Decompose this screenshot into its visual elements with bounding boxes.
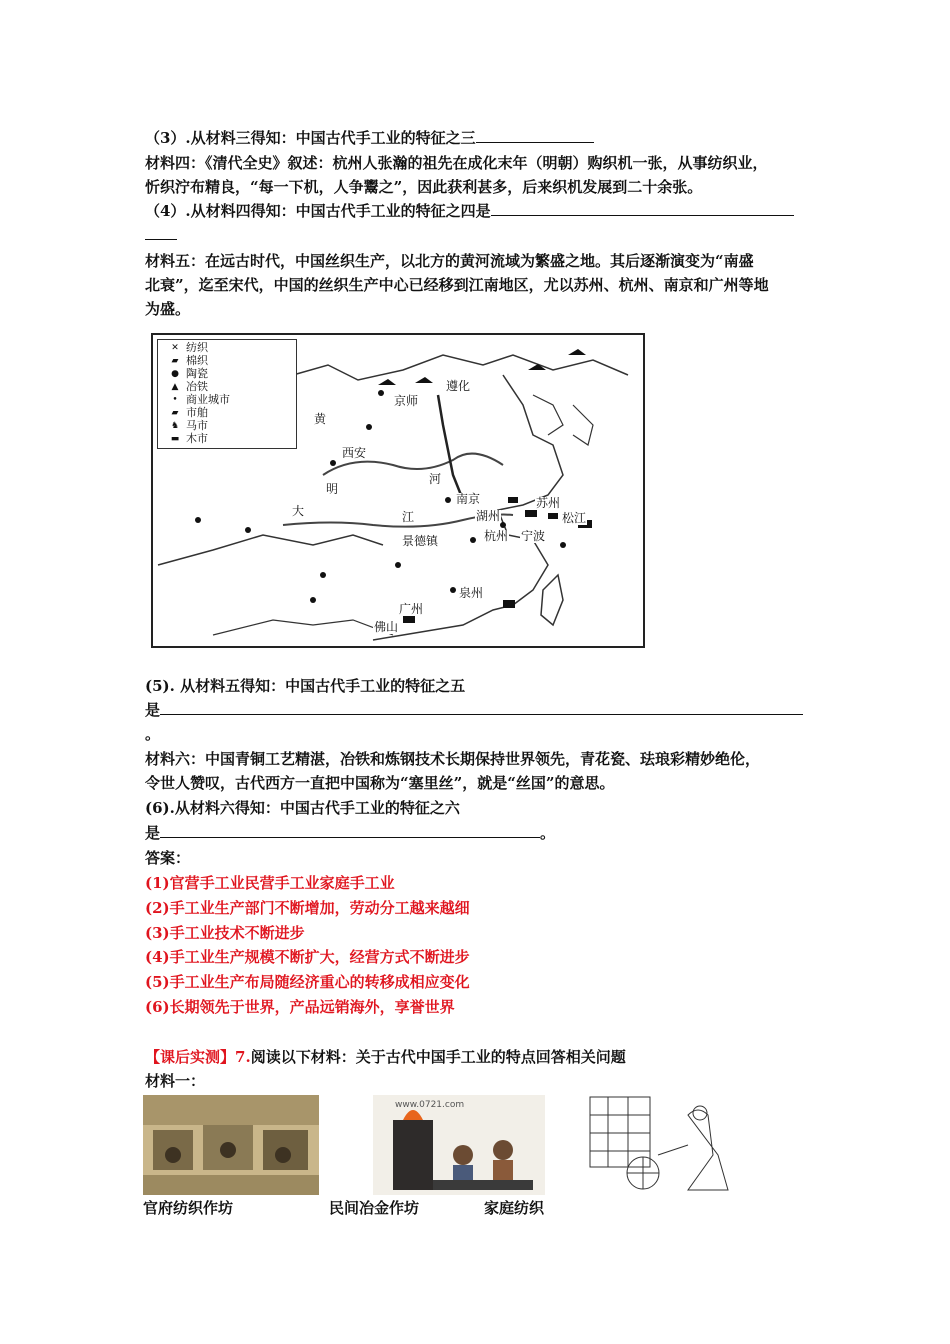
map-label-he: 河 — [429, 472, 442, 486]
test-number: 7. — [235, 1048, 251, 1066]
material-4-line2: 忻织泞布精良，“每一下机，人争鬻之”，因此获利甚多，后来织机发展到二十余张。 — [145, 178, 703, 196]
answer-item: (6)长期领先于世界，产品远销海外，享誉世界 — [145, 998, 455, 1016]
caption-folk-metallurgy: 民间冶金作坊 — [329, 1199, 420, 1217]
question-5-end: 。 — [145, 725, 161, 743]
legend-item: ♞ 马市 — [170, 419, 208, 432]
answer-item: (4)手工业生产规模不断扩大，经营方式不断进步 — [145, 948, 470, 966]
caption-official-textile: 官府纺织作坊 — [143, 1199, 234, 1217]
material-6-line2: 令世人赞叹，古代西方一直把中国称为“塞里丝”，就是“丝国”的意思。 — [145, 774, 615, 792]
answer-item: (2)手工业生产部门不断增加，劳动分工越来越细 — [145, 899, 470, 917]
legend-item: ▰ 市舶 — [171, 406, 208, 419]
answer-item: (1)官营手工业民营手工业家庭手工业 — [145, 874, 395, 892]
map-label-songjiang: 松江 — [562, 511, 587, 525]
folk-metallurgy-workshop-image — [373, 1095, 545, 1195]
map-legend — [157, 339, 297, 449]
ming-handicraft-map — [151, 333, 645, 648]
test-text: 阅读以下材料：关于古代中国手工业的特点回答相关问题 — [250, 1048, 626, 1066]
material-4-line1: 材料四：《清代全史》叙述：杭州人张瀚的祖先在成化末年（明朝）购织机一张，从事纺织业， — [145, 154, 768, 172]
map-label-jiang: 江 — [402, 510, 415, 524]
map-label-hangzhou: 杭州 — [484, 529, 509, 543]
map-label-zunhua: 遵化 — [446, 379, 471, 393]
map-label-da: 大 — [292, 504, 305, 518]
material-5-line3: 为盛。 — [145, 300, 191, 318]
map-label-xian: 西安 — [342, 446, 367, 460]
map-label-suzhou: 苏州 — [536, 496, 561, 510]
post-class-test-heading — [145, 1046, 626, 1068]
map-label-nanjing: 南京 — [456, 492, 481, 506]
answer-blank[interactable] — [160, 700, 803, 715]
map-label-ming: 明 — [326, 482, 339, 496]
question-3-text: （3）.从材料三得知：中国古代手工业的特征之三 — [145, 129, 476, 147]
question-6-answer-line: 是 。 — [145, 824, 556, 842]
question-4 — [145, 200, 794, 222]
answer-item: (3)手工业技术不断进步 — [145, 924, 305, 942]
map-label-jingdezhen: 景德镇 — [402, 534, 439, 548]
question-4-continuation — [145, 224, 177, 246]
answer-item: (5)手工业生产布局随经济重心的转移成相应变化 — [145, 973, 470, 991]
answer-blank[interactable] — [476, 128, 594, 143]
question-4-text: （4）.从材料四得知：中国古代手工业的特征之四是 — [145, 202, 491, 220]
material-5-line2: 北衰”，迄至宋代，中国的丝织生产中心已经移到江南地区，尤以苏州、杭州、南京和广州等地 — [145, 276, 769, 294]
material-1-title: 材料一： — [145, 1072, 206, 1090]
map-label-huang: 黄 — [314, 412, 327, 426]
material-6-line1: 材料六：中国青铜工艺精湛，冶铁和炼钢技术长期保持世界领先，青花瓷、珐琅彩精妙绝伦， — [145, 750, 761, 768]
map-label-guangzhou: 广州 — [399, 602, 424, 616]
question-3 — [145, 127, 594, 149]
legend-item: ▰ 棉织 — [171, 354, 208, 367]
answers-title: 答案： — [145, 849, 191, 867]
image-watermark: www.0721.com — [395, 1100, 465, 1110]
map-label-huzhou: 湖州 — [476, 509, 501, 523]
answer-blank[interactable] — [160, 823, 540, 838]
legend-item: ▲ 冶铁 — [171, 380, 208, 393]
material-5-line1: 材料五：在远古时代，中国丝织生产，以北方的黄河流域为繁盛之地。其后逐渐演变为“南盛 — [145, 252, 754, 270]
question-6: (6).从材料六得知：中国古代手工业的特征之六 — [145, 799, 460, 817]
legend-item: ✕ 纺织 — [171, 341, 208, 354]
caption-household-textile: 家庭纺织 — [484, 1199, 545, 1217]
household-textile-image — [588, 1095, 748, 1195]
question-5-prefix: 是 — [145, 701, 161, 719]
question-6-prefix: 是 — [145, 824, 161, 842]
official-textile-workshop-image — [143, 1095, 319, 1195]
legend-item: • 商业城市 — [172, 393, 230, 406]
question-5: (5). 从材料五得知：中国古代手工业的特征之五 — [145, 677, 466, 695]
map-label-quanzhou: 泉州 — [459, 586, 484, 600]
map-label-foshan: 佛山 — [374, 620, 399, 634]
answer-blank[interactable] — [145, 225, 177, 240]
legend-item: ▬ 木市 — [170, 432, 208, 445]
map-label-jingshi: 京师 — [394, 394, 419, 408]
map-label-ningbo: 宁波 — [521, 529, 546, 543]
test-tag: 【课后实测】 — [145, 1048, 236, 1066]
question-5-answer-line — [145, 699, 803, 721]
answer-blank[interactable] — [491, 201, 794, 216]
legend-item: ● 陶瓷 — [171, 367, 208, 380]
